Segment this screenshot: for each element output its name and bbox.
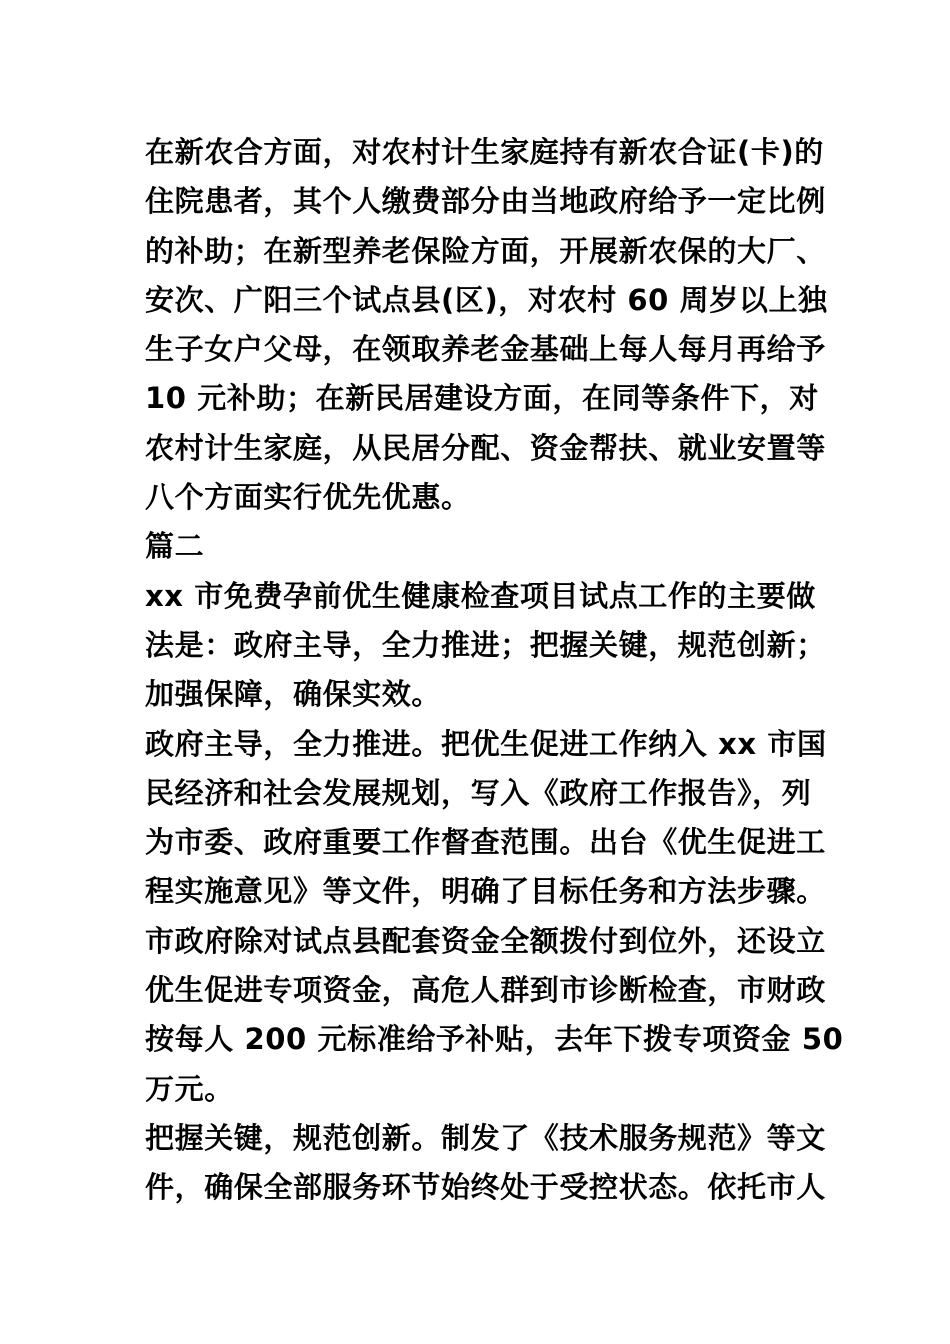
text-line: 加强保障，确保实效。 (145, 677, 442, 712)
text-line: 市政府除对试点县配套资金全额拨付到位外，还设立 (145, 923, 826, 958)
text-line: 住院患者，其个人缴费部分由当地政府给予一定比例 (145, 184, 826, 219)
text-line: xx 市免费孕前优生健康检查项目试点工作的主要做 (145, 578, 816, 613)
text-line: 安次、广阳三个试点县(区)，对农村 60 周岁以上独 (145, 282, 828, 317)
text-line: 把握关键，规范创新。制发了《技术服务规范》等文 (145, 1120, 826, 1155)
text-line: 在新农合方面，对农村计生家庭持有新农合证(卡)的 (145, 135, 824, 169)
text-line: 农村计生家庭，从民居分配、资金帮扶、就业安置等 (145, 430, 826, 465)
text-line: 件，确保全部服务环节始终处于受控状态。依托市人 (145, 1170, 826, 1205)
text-line: 政府主导，全力推进。把优生促进工作纳入 xx 市国 (145, 726, 827, 761)
text-line: 生子女户父母，在领取养老金基础上每人每月再给予 (145, 332, 826, 367)
text-line: 的补助；在新型养老保险方面，开展新农保的大厂、 (145, 233, 826, 268)
text-line: 优生促进专项资金，高危人群到市诊断检查，市财政 (145, 973, 826, 1008)
text-line: 为市委、政府重要工作督查范围。出台《优生促进工 (145, 825, 826, 860)
text-line: 程实施意见》等文件，明确了目标任务和方法步骤。 (145, 874, 826, 909)
text-line: 法是：政府主导，全力推进；把握关键，规范创新； (145, 627, 826, 662)
text-line: 10 元补助；在新民居建设方面，在同等条件下，对 (145, 381, 819, 416)
text-line: 八个方面实行优先优惠。 (145, 480, 471, 515)
text-line: 民经济和社会发展规划，写入《政府工作报告》，列 (145, 775, 812, 810)
text-line: 万元。 (145, 1071, 234, 1106)
text-line: 按每人 200 元标准给予补贴，去年下拨专项资金 50 (145, 1022, 844, 1057)
section-heading: 篇二 (145, 529, 205, 564)
document-body (145, 128, 844, 1213)
